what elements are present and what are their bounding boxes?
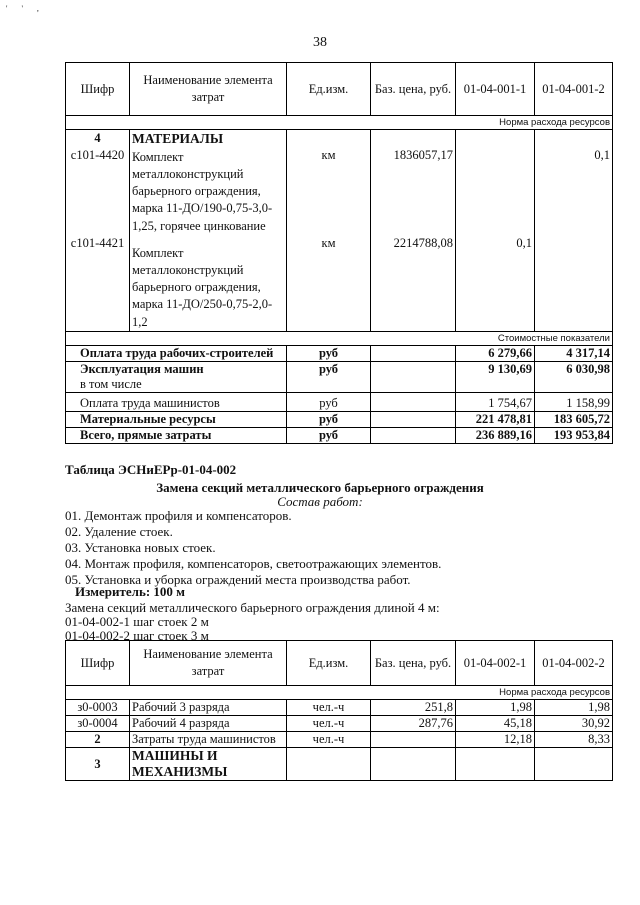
cost-unit: руб xyxy=(287,411,371,427)
col-header-unit: Ед.изм. xyxy=(287,63,371,116)
cost-unit: руб xyxy=(287,392,371,411)
cost-value-1: 6 279,66 xyxy=(456,345,535,361)
cost-name: Эксплуатация машин xyxy=(80,361,204,376)
cost-value-2: 6 030,98 xyxy=(535,361,613,392)
row-code: з0-0003 xyxy=(66,700,130,716)
labor-row xyxy=(66,700,613,716)
material-name: Комплект металлоконструкций барьерного ограждения, марка 11-ДО/250-0,75-2,0-1,2 xyxy=(132,245,273,329)
row-price: 251,8 xyxy=(371,700,456,716)
code-cell xyxy=(66,130,130,332)
col-header-price: Баз. цена, руб. xyxy=(371,641,456,686)
material-value: 0,1 xyxy=(516,235,532,250)
band-row xyxy=(66,116,613,130)
col-header-name: Наименование элемента затрат xyxy=(130,63,287,116)
cost-unit: руб xyxy=(287,427,371,443)
row-price: 287,76 xyxy=(371,716,456,732)
row-value-2: 1,98 xyxy=(535,700,613,716)
section-row xyxy=(66,748,613,781)
material-price: 2214788,08 xyxy=(393,235,453,250)
meter-label: Измеритель: 100 м xyxy=(75,584,186,599)
cost-subnote: в том числе xyxy=(80,376,142,391)
cost-name: Оплата труда машинистов xyxy=(66,392,287,411)
section-title: Замена секций металлического барьерного ограждения xyxy=(156,480,484,495)
cost-name: Материальные ресурсы xyxy=(66,411,287,427)
col-header-code: Шифр xyxy=(66,63,130,116)
table-header-row xyxy=(66,641,613,686)
col-header-price: Баз. цена, руб. xyxy=(371,63,456,116)
material-value xyxy=(537,235,610,252)
col-header-unit: Ед.изм. xyxy=(287,641,371,686)
variant-2-cell xyxy=(535,130,613,332)
cost-value-2: 193 953,84 xyxy=(535,427,613,443)
col-header-variant-2: 01-04-002-2 xyxy=(535,641,613,686)
cost-name: Оплата труда рабочих-строителей xyxy=(66,345,287,361)
band-row xyxy=(66,331,613,345)
cost-unit: руб xyxy=(287,345,371,361)
row-name: Затраты труда машинистов xyxy=(130,732,287,748)
section-number: 3 xyxy=(66,748,130,781)
row-code: 2 xyxy=(66,732,130,748)
row-value-1: 12,18 xyxy=(456,732,535,748)
material-unit: км xyxy=(321,235,336,250)
row-unit: чел.-ч xyxy=(287,700,371,716)
band-cost-label: Стоимостные показатели xyxy=(66,331,613,345)
cost-row xyxy=(66,361,613,392)
work-item: 02. Удаление стоек. xyxy=(65,524,173,539)
cost-value-2: 1 158,99 xyxy=(535,392,613,411)
col-header-code: Шифр xyxy=(66,641,130,686)
labor-row xyxy=(66,732,613,748)
variant-1-cell xyxy=(456,130,535,332)
cost-value-1: 221 478,81 xyxy=(456,411,535,427)
cost-value-2: 4 317,14 xyxy=(535,345,613,361)
row-code: з0-0004 xyxy=(66,716,130,732)
resource-table-01-04-001 xyxy=(65,62,613,444)
work-item: 01. Демонтаж профиля и компенсаторов. xyxy=(65,508,292,523)
row-name: Рабочий 4 разряда xyxy=(130,716,287,732)
material-value xyxy=(458,147,532,164)
material-name: Комплект металлоконструкций барьерного ограждения, марка 11-ДО/190-0,75-3,0-1,25, горячее цинкование xyxy=(132,149,273,233)
cost-unit: руб xyxy=(287,361,371,392)
table-header-row xyxy=(66,63,613,116)
row-value-1: 1,98 xyxy=(456,700,535,716)
row-value-2: 8,33 xyxy=(535,732,613,748)
cost-name: Всего, прямые затраты xyxy=(66,427,287,443)
work-item: 04. Монтаж профиля, компенсаторов, светоотражающих элементов. xyxy=(65,556,442,571)
cost-row xyxy=(66,411,613,427)
row-value-1: 45,18 xyxy=(456,716,535,732)
variant-line: 01-04-002-2 шаг стоек 3 м xyxy=(65,628,209,643)
material-price: 1836057,17 xyxy=(393,148,453,163)
cost-value-2: 183 605,72 xyxy=(535,411,613,427)
section-title: МАТЕРИАЛЫ xyxy=(132,131,224,146)
cost-row xyxy=(66,427,613,443)
resource-table-01-04-002 xyxy=(65,640,613,781)
row-unit: чел.-ч xyxy=(287,716,371,732)
unit-cell xyxy=(287,130,371,332)
col-header-variant-2: 01-04-001-2 xyxy=(535,63,613,116)
material-code: с101-4421 xyxy=(70,235,125,250)
row-price xyxy=(371,732,456,748)
col-header-name: Наименование элемента затрат xyxy=(130,641,287,686)
row-name: Рабочий 3 разряда xyxy=(130,700,287,716)
col-header-variant-1: 01-04-002-1 xyxy=(456,641,535,686)
work-item: 05. Установка и уборка ограждений места производства работ. xyxy=(65,572,411,587)
scan-mark: ' ' , xyxy=(6,4,45,13)
band-row xyxy=(66,686,613,700)
row-value-2: 30,92 xyxy=(535,716,613,732)
materials-block-row xyxy=(66,130,613,332)
band-norm-label: Норма расхода ресурсов xyxy=(66,116,613,130)
description: Замена секций металлического барьерного ограждения длиной 4 м: xyxy=(65,600,440,615)
labor-row xyxy=(66,716,613,732)
cost-value-1: 236 889,16 xyxy=(456,427,535,443)
composition-heading: Состав работ: xyxy=(277,494,363,509)
name-cell xyxy=(130,130,287,332)
band-norm-label: Норма расхода ресурсов xyxy=(66,686,613,700)
col-header-variant-1: 01-04-001-1 xyxy=(456,63,535,116)
section-number: 4 xyxy=(94,131,101,145)
work-item: 03. Установка новых стоек. xyxy=(65,540,216,555)
cost-value-1: 9 130,69 xyxy=(456,361,535,392)
page-number: 38 xyxy=(313,35,327,50)
price-cell xyxy=(371,130,456,332)
cost-row xyxy=(66,345,613,361)
cost-row xyxy=(66,392,613,411)
material-value: 0,1 xyxy=(594,148,610,163)
variant-line: 01-04-002-1 шаг стоек 2 м xyxy=(65,614,209,629)
table-label: Таблица ЭСНиЕРр-01-04-002 xyxy=(65,462,237,477)
cost-value-1: 1 754,67 xyxy=(456,392,535,411)
material-code: с101-4420 xyxy=(70,148,125,163)
row-unit: чел.-ч xyxy=(287,732,371,748)
cost-name-cell xyxy=(66,361,287,392)
section-title: МАШИНЫ И МЕХАНИЗМЫ xyxy=(130,748,287,781)
material-unit: км xyxy=(321,148,336,163)
